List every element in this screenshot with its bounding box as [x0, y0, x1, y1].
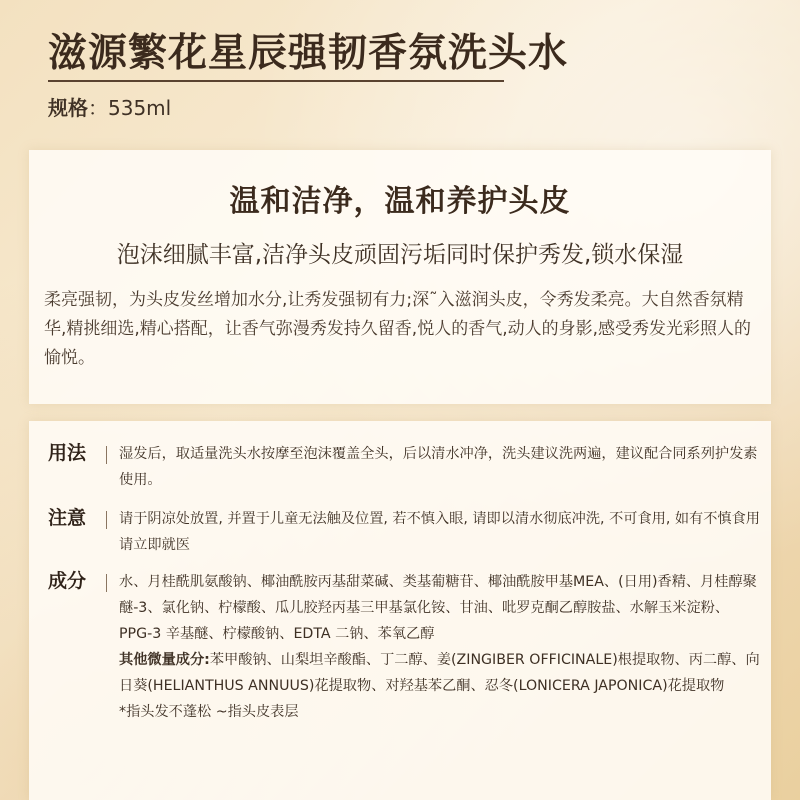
minor-ingredients-label: 其他微量成分:	[119, 652, 210, 668]
ingredients-note: *指头发不蓬松 ~指头皮表层	[119, 704, 299, 720]
feature-panel	[29, 150, 771, 404]
feature-subheading: 泡沫细腻丰富,洁净头皮顽固污垢同时保护秀发,锁水保湿	[116, 242, 684, 268]
usage-label: 用法	[48, 442, 87, 464]
caution-text: 请于阴凉处放置, 并置于儿童无法触及位置, 若不慎入眼, 请即以清水彻底冲洗, 不可食用, 如有不慎食用请立即就医	[119, 511, 760, 553]
caution-divider	[106, 511, 107, 529]
caution-label: 注意	[48, 507, 87, 529]
usage-text: 湿发后，取适量洗头水按摩至泡沫覆盖全头，后以清水冲净，洗头建议洗两遍，建议配合同系列护发素使用。	[119, 446, 758, 488]
spec-label: 规格	[48, 96, 88, 120]
usage-divider	[106, 446, 107, 464]
ingredients-row	[48, 569, 760, 725]
title-underline	[48, 80, 504, 82]
ingredients-text	[119, 569, 760, 725]
spec-value: 535ml	[108, 96, 172, 120]
minor-ingredients: 苯甲酸钠、山梨坦辛酸酯、丁二醇、姜(ZINGIBER OFFICINALE)根提取物、丙二醇、向日葵(HELIANTHUS ANNUUS)花提取物、对羟基苯乙酮、忍冬(LONICERA JAPONICA)花提取物	[119, 652, 760, 694]
caution-row	[48, 506, 760, 558]
ingredients-divider	[106, 574, 107, 592]
ingredients-main: 水、月桂酰肌氨酸钠、椰油酰胺丙基甜菜碱、类基葡糖苷、椰油酰胺甲基MEA、(日用)香精、月桂醇聚醚-3、氯化钠、柠檬酸、瓜儿胶羟丙基三甲基氯化铵、甘油、吡罗克酮乙醇胺盐、水解玉米淀粉、PPG-3 辛基醚、柠檬酸钠、EDTA 二钠、苯氧乙醇	[119, 574, 757, 642]
usage-row	[48, 441, 760, 493]
product-title: 滋源繁花星辰强韧香氛洗头水	[48, 31, 569, 76]
spec-separator: ：	[88, 96, 108, 120]
details-panel	[29, 421, 771, 800]
feature-paragraph: 柔亮强韧，为头皮发丝增加水分,让秀发强韧有力;深˜入滋润头皮，令秀发柔亮。大自然香氛精华,精挑细选,精心搭配，让香气弥漫秀发持久留香,悦人的香气,动人的身影,感受秀发光彩照人的愉悦。	[44, 290, 752, 368]
spec-line	[48, 92, 171, 121]
ingredients-label: 成分	[48, 570, 87, 592]
feature-heading: 温和洁净，温和养护头皮	[229, 184, 571, 219]
